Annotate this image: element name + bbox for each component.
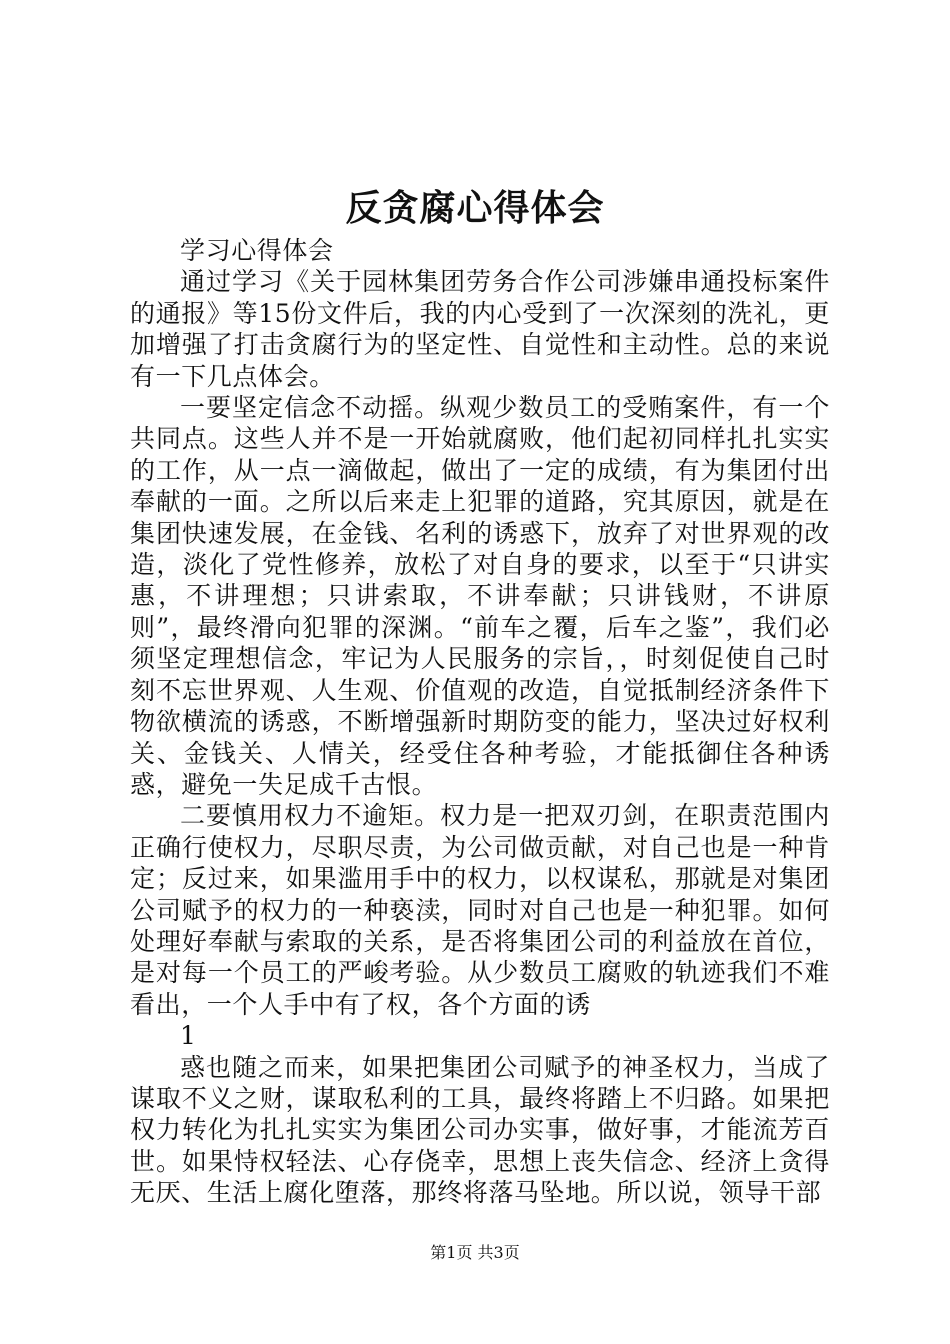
document-body (130, 235, 830, 1209)
paragraph-point-two: 二要慎用权力不逾矩。权力是一把双刃剑，在职责范围内正确行使权力，尽职尽责，为公司做贡献，对自己也是一种肯定；反过来，如果滥用手中的权力，以权谋私，那就是对集团公司赋予的权力的一种亵渎，同时对自己也是一种犯罪。如何处理好奉献与索取的关系，是否将集团公司的利益放在首位，是对每一个员工的严峻考验。从少数员工腐败的轨迹我们不难看出，一个人手中有了权，各个方面的诱 (130, 801, 830, 1019)
paragraph-point-one: 一要坚定信念不动摇。纵观少数员工的受贿案件，有一个共同点。这些人并不是一开始就腐败，他们起初同样扎扎实实的工作，从一点一滴做起，做出了一定的成绩，有为集团付出奉献的一面。之所以后来走上犯罪的道路，究其原因，就是在集团快速发展，在金钱、名利的诱惑下，放弃了对世界观的改造，淡化了党性修养，放松了对自身的要求，以至于“只讲实惠，不讲理想；只讲索取，不讲奉献；只讲钱财，不讲原则”，最终滑向犯罪的深渊。“前车之覆，后车之鉴”，我们必须坚定理想信念，牢记为人民服务的宗旨，，时刻促使自己时刻不忘世界观、人生观、价值观的改造，自觉抵制经济条件下物欲横流的诱惑，不断增强新时期防变的能力，坚决过好权利关、金钱关、人情关，经受住各种考验，才能抵御住各种诱惑，避免一失足成千古恨。 (130, 393, 830, 799)
paragraph-intro: 通过学习《关于园林集团劳务合作公司涉嫌串通投标案件的通报》等15份文件后，我的内心受到了一次深刻的洗礼，更加增强了打击贪腐行为的坚定性、自觉性和主动性。总的来说有一下几点体会。 (130, 267, 830, 391)
inline-page-number: 1 (180, 1021, 197, 1051)
paragraph-subtitle: 学习心得体会 (180, 236, 334, 265)
page-footer: 第1页 共3页 (430, 1243, 520, 1262)
document-title: 反贪腐心得体会 (345, 187, 605, 229)
paragraph-continuation: 惑也随之而来，如果把集团公司赋予的神圣权力，当成了谋取不义之财，谋取私利的工具，最终将踏上不归路。如果把权力转化为扎扎实实为集团公司办实事，做好事，才能流芳百世。如果恃权轻法、心存侥幸，思想上丧失信念、经济上贪得无厌、生活上腐化堕落，那终将落马坠地。所以说，领导干部 (130, 1052, 830, 1208)
